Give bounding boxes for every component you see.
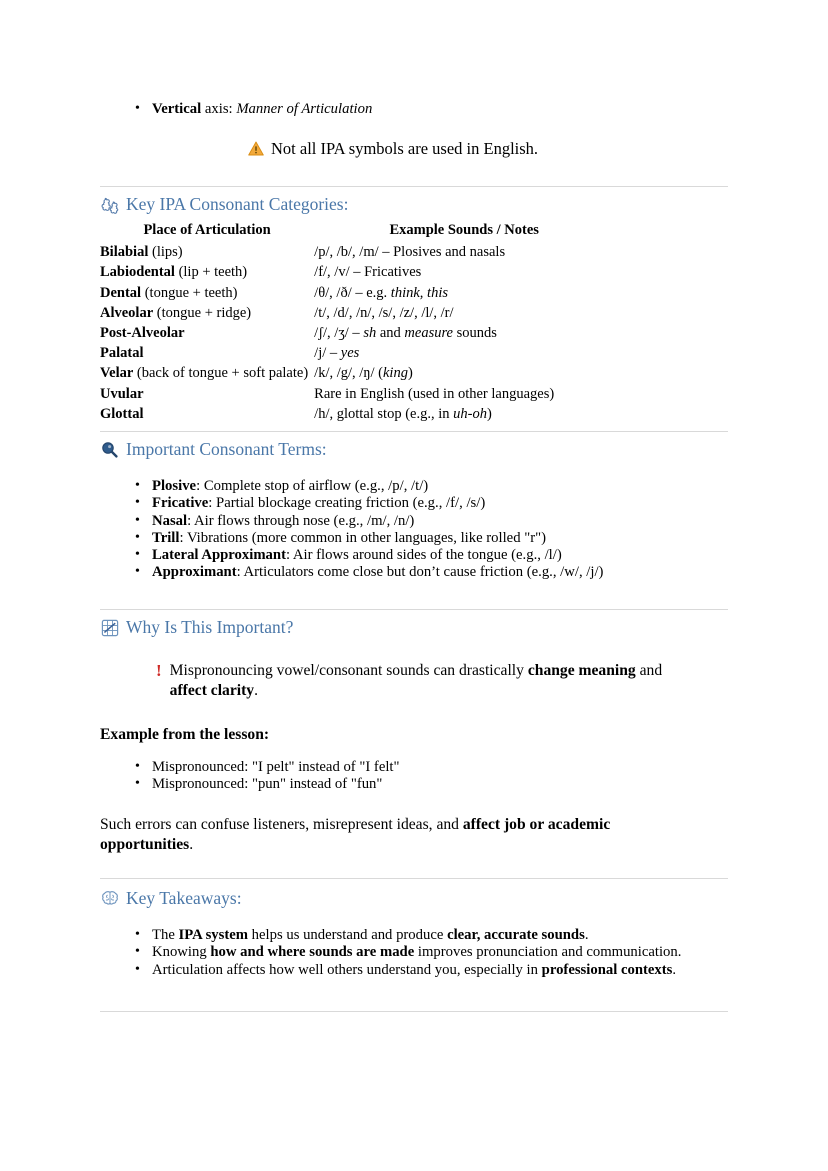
cell-example: /f/, /v/ – Fricatives [314, 264, 422, 281]
place-detail: (lips) [148, 244, 183, 261]
brain-icon [100, 889, 119, 908]
table-row [100, 363, 614, 383]
table-row [100, 242, 614, 262]
key-takeaways-list [100, 927, 728, 979]
cell-place [100, 404, 314, 424]
magnifying-glass-icon [100, 440, 119, 459]
list-item [152, 547, 728, 564]
list-item: • Mispronounced: "pun" instead of "fun" [152, 776, 728, 793]
term-definition: : Air flows around sides of the tongue (e.g., /l/) [285, 547, 562, 564]
list-item: • The IPA system helps us understand and produce clear, accurate sounds. [152, 927, 728, 944]
consonant-terms-list [100, 478, 728, 582]
example-from-lesson-heading: Example from the lesson: [100, 725, 270, 743]
term-name: Nasal [152, 512, 188, 529]
place-name: Velar [100, 365, 134, 382]
place-name: Post-Alveolar [100, 325, 185, 342]
list-item: • Knowing how and where sounds are made improves pronunciation and communication. [152, 944, 728, 961]
warning-triangle-icon [248, 141, 264, 161]
consonant-categories-table [100, 220, 614, 424]
alert-bold-affect-clarity: affect clarity [169, 681, 255, 699]
section-heading [100, 617, 728, 638]
cell-example: /θ/, /ð/ – e.g. think, this [314, 284, 448, 301]
cell-place [100, 283, 314, 303]
term-name: Fricative [152, 495, 209, 512]
place-name: Palatal [100, 345, 144, 362]
column-header-place: Place of Articulation [143, 222, 271, 238]
list-item [152, 513, 728, 530]
section-why-is-this-important [100, 617, 728, 854]
place-detail: (back of tongue + soft palate) [133, 365, 309, 382]
cell-example: /j/ – yes [314, 345, 360, 362]
section-title: Why Is This Important? [126, 617, 294, 637]
axis-label-mid: axis: [201, 101, 237, 117]
list-item: • Mispronounced: "I pelt" instead of "I felt" [152, 759, 728, 776]
grid-chart-icon [100, 618, 119, 637]
place-name: Alveolar [100, 304, 154, 321]
cell-place [100, 303, 314, 323]
table-row [100, 283, 614, 303]
place-name: Dental [100, 284, 142, 301]
place-detail: (tongue + teeth) [141, 284, 238, 301]
puzzle-piece-icon [100, 195, 119, 214]
axis-bullet-list [100, 101, 728, 118]
cell-example: /t/, /d/, /n/, /s/, /z/, /l/, /r/ [314, 304, 454, 321]
list-item [152, 564, 728, 581]
section-divider [100, 878, 728, 879]
cell-place [100, 343, 314, 363]
cell-example: /k/, /g/, /ŋ/ (king) [314, 365, 413, 382]
axis-label-bold: Vertical [152, 101, 202, 117]
mispronunciation-alert [156, 661, 696, 701]
cell-example: /ʃ/, /ʒ/ – sh and measure sounds [314, 325, 497, 342]
exclamation-mark-icon: ! [156, 661, 162, 680]
term-definition: : Vibrations (more common in other languages, like rolled "r") [179, 529, 546, 546]
list-item [152, 478, 728, 495]
section-key-takeaways [100, 888, 728, 979]
vertical-axis-bullet-block [100, 101, 728, 118]
list-item: • Articulation affects how well others understand you, especially in professional contexts. [152, 962, 728, 979]
cell-place [100, 384, 314, 404]
table-row [100, 303, 614, 323]
section-important-consonant-terms [100, 439, 728, 582]
term-name: Lateral Approximant [152, 547, 286, 564]
list-item [152, 495, 728, 512]
list-item [152, 530, 728, 547]
place-name: Labiodental [100, 264, 175, 281]
axis-label-italic: Manner of Articulation [236, 101, 373, 117]
section-divider [100, 186, 728, 187]
section-title: Key IPA Consonant Categories: [126, 194, 349, 214]
section-heading [100, 194, 728, 215]
place-name: Bilabial [100, 244, 149, 261]
column-header-example: Example Sounds / Notes [389, 222, 539, 238]
term-name: Trill [152, 529, 180, 546]
ipa-warning-note [248, 139, 538, 161]
term-definition: : Partial blockage creating friction (e.g., /f/, /s/) [208, 495, 486, 512]
term-name: Plosive [152, 478, 197, 494]
section-heading [100, 439, 728, 460]
place-detail: (tongue + ridge) [153, 304, 252, 321]
table-row [100, 323, 614, 343]
cell-example: /h/, glottal stop (e.g., in uh-oh) [314, 405, 492, 422]
table-row [100, 343, 614, 363]
alert-text: Mispronouncing vowel/consonant sounds can drastically change meaning and affect clarity. [169, 662, 663, 699]
place-name: Glottal [100, 405, 144, 422]
table-header-row [100, 220, 614, 242]
section-heading [100, 888, 728, 909]
term-definition: : Air flows through nose (e.g., /m/, /n/) [187, 512, 415, 529]
list-item [152, 101, 728, 118]
closing-paragraph: Such errors can confuse listeners, misrepresent ideas, and affect job or academic opportunities. [100, 816, 611, 853]
closing-bold: affect job or academic opportunities [100, 816, 611, 853]
table-row [100, 404, 614, 424]
section-title: Important Consonant Terms: [126, 439, 327, 459]
cell-example: /p/, /b/, /m/ – Plosives and nasals [314, 244, 506, 261]
section-title: Key Takeaways: [126, 888, 242, 908]
cell-place [100, 363, 314, 383]
cell-place [100, 262, 314, 282]
section-divider [100, 431, 728, 432]
cell-place [100, 323, 314, 343]
cell-place [100, 242, 314, 262]
lesson-examples-list [100, 759, 728, 794]
term-name: Approximant [152, 564, 237, 581]
section-key-ipa-consonant-categories [100, 194, 728, 424]
place-detail: (lip + teeth) [174, 264, 248, 281]
section-divider [100, 1011, 728, 1012]
table-row [100, 384, 614, 404]
term-definition: : Complete stop of airflow (e.g., /p/, /t/) [196, 478, 429, 494]
ipa-warning-text: Not all IPA symbols are used in English. [271, 139, 539, 158]
alert-bold-change-meaning: change meaning [527, 662, 636, 679]
cell-example: Rare in English (used in other languages) [314, 385, 555, 402]
section-divider [100, 609, 728, 610]
term-definition: : Articulators come close but don’t cause friction (e.g., /w/, /j/) [236, 564, 604, 581]
table-row [100, 262, 614, 282]
place-name: Uvular [100, 385, 144, 402]
